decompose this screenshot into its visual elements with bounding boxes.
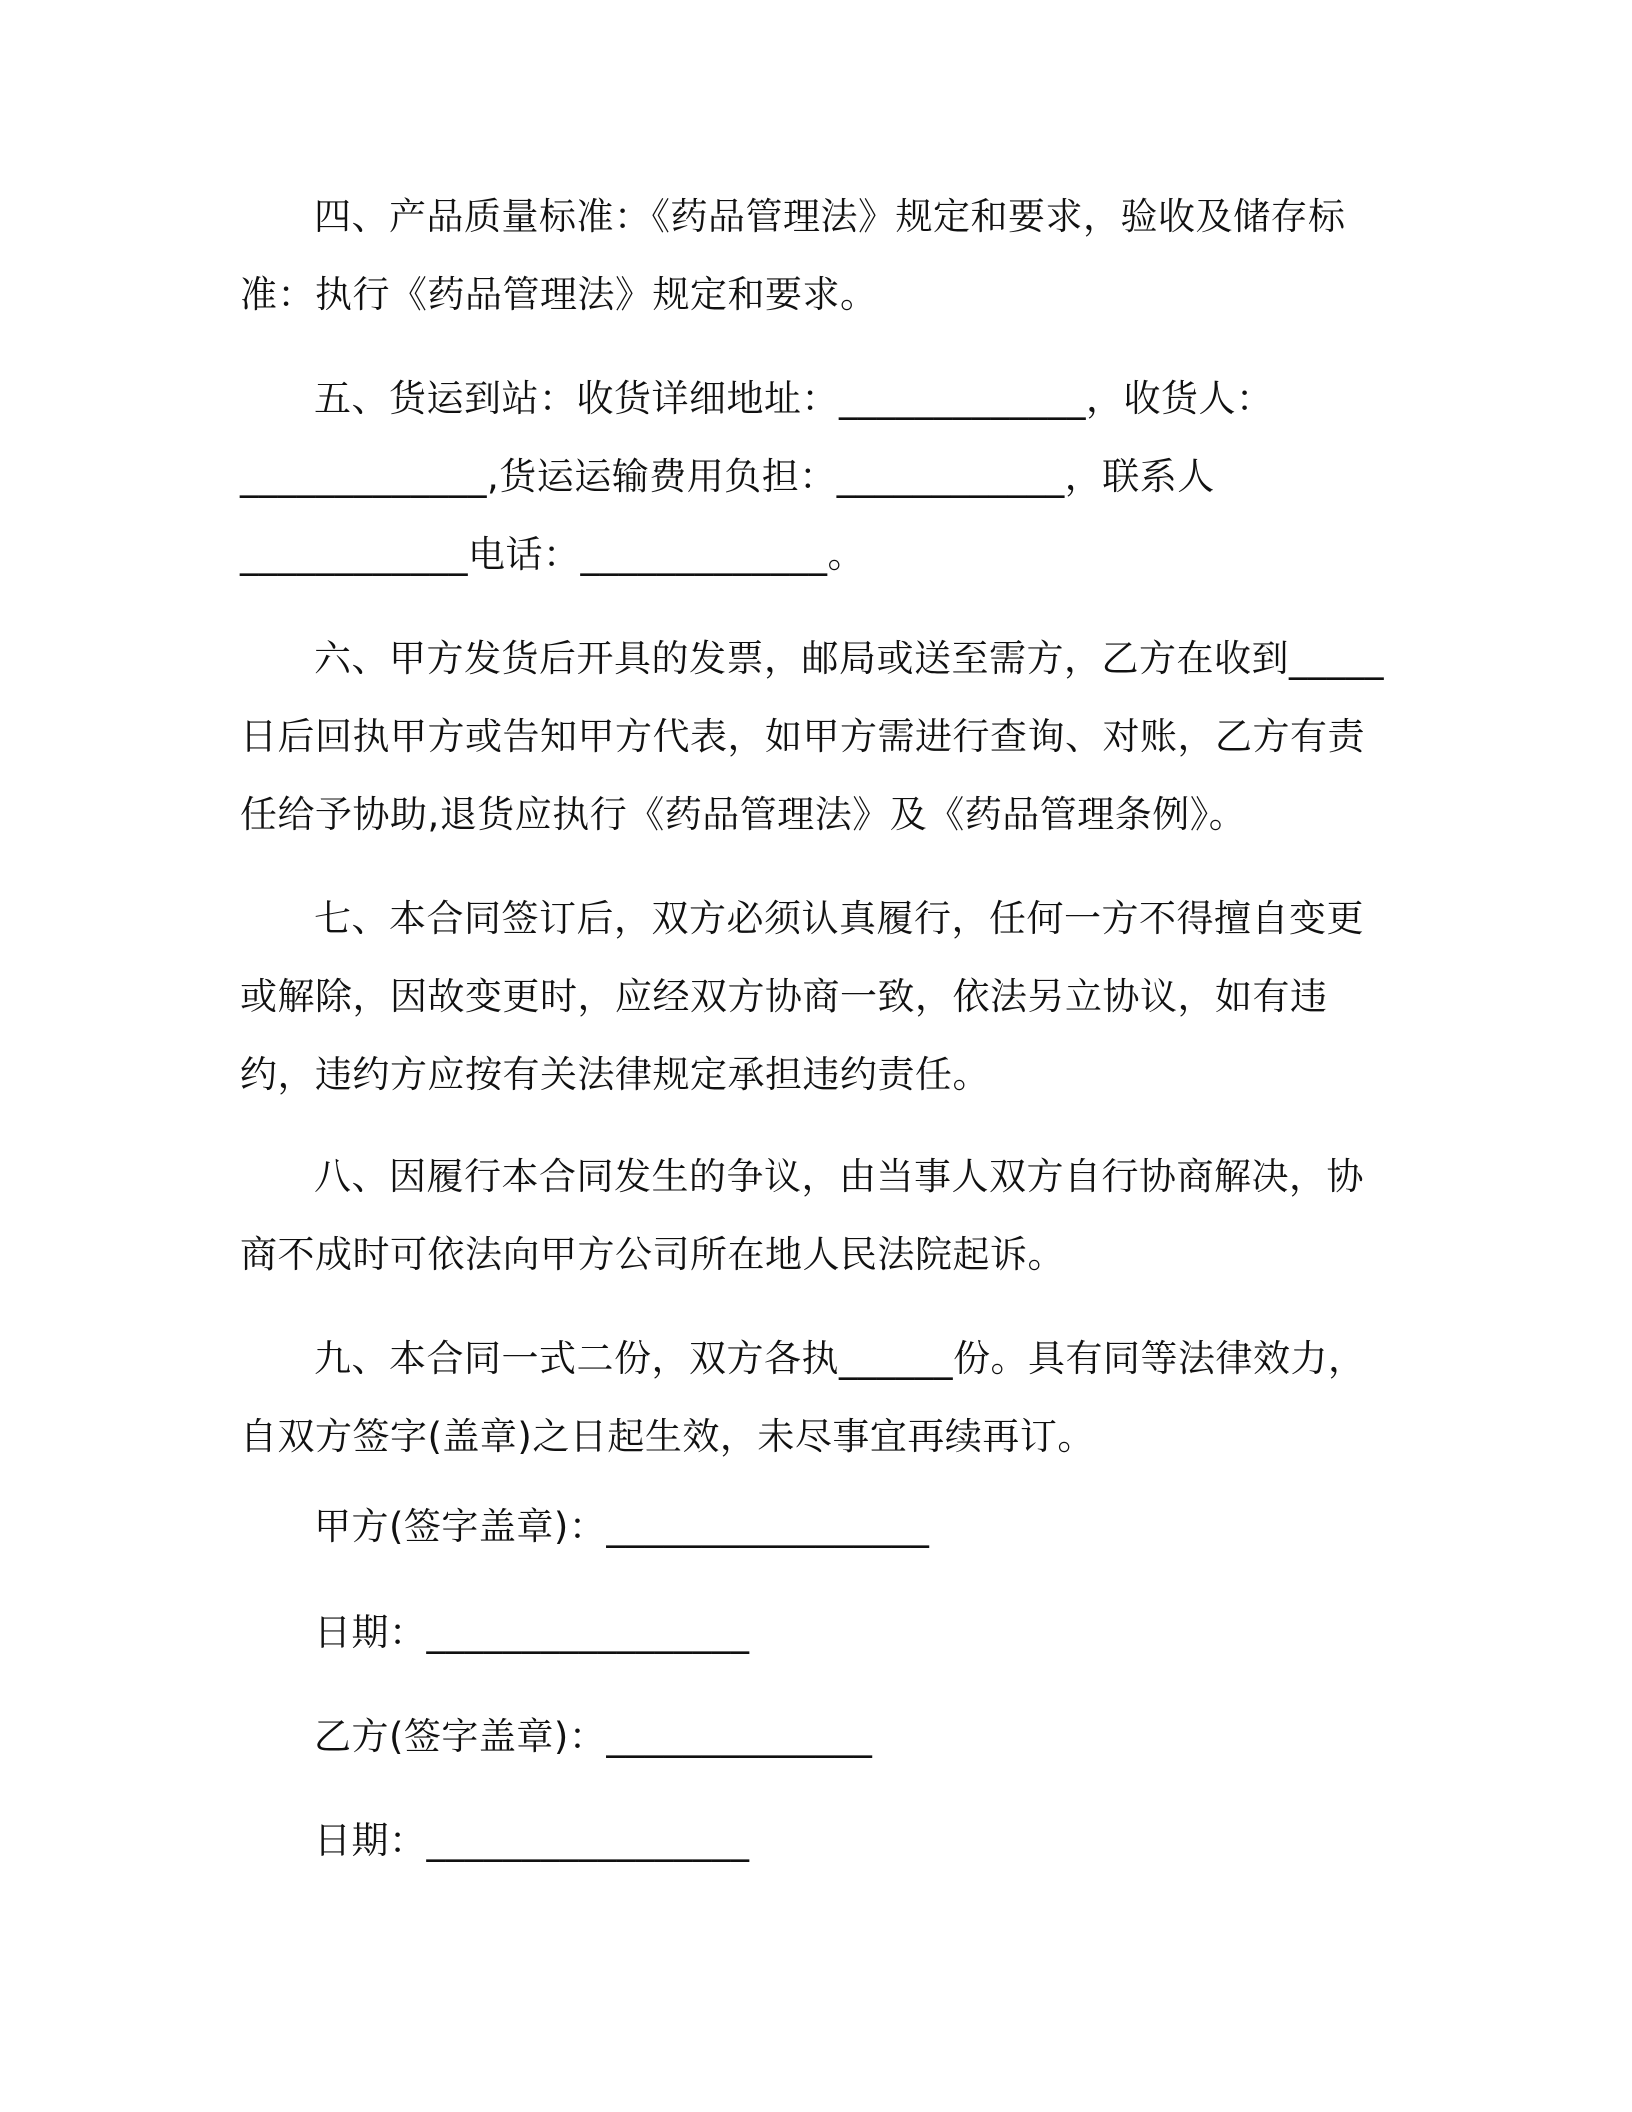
party-a-signature-line: 甲方(签字盖章)：_________________ [314,1505,930,1548]
clause-six: 六、甲方发货后开具的发票，邮局或送至需方，乙方在收到_____日后回执甲方或告知甲方代表，如甲方需进行查询、对账，乙方有责任给予协助,退货应执行《药品管理法》及《药品管理条例》。 [240,637,1384,836]
party-a-date-line: 日期：_________________ [314,1611,750,1654]
clause-seven: 七、本合同签订后，双方必须认真履行，任何一方不得擅自变更或解除，因故变更时，应经双方协商一致，依法另立协议，如有违约，违约方应按有关法律规定承担违约责任。 [240,897,1364,1096]
clause-five: 五、货运到站：收货详细地址：_____________，收货人：_____________,货运运输费用负担：____________，联系人____________电话：_____________。 [240,377,1274,576]
party-b-signature-line: 乙方(签字盖章)：______________ [314,1715,873,1758]
clause-eight: 八、因履行本合同发生的争议，由当事人双方自行协商解决，协商不成时可依法向甲方公司所在地人民法院起诉。 [240,1155,1364,1276]
party-b-date-line: 日期：_________________ [314,1819,750,1862]
clause-four: 四、产品质量标准：《药品管理法》规定和要求，验收及储存标准：执行《药品管理法》规定和要求。 [240,195,1346,316]
clause-nine: 九、本合同一式二份，双方各执______份。具有同等法律效力，自双方签字(盖章)之日起生效，未尽事宜再续再订。 [240,1337,1366,1458]
